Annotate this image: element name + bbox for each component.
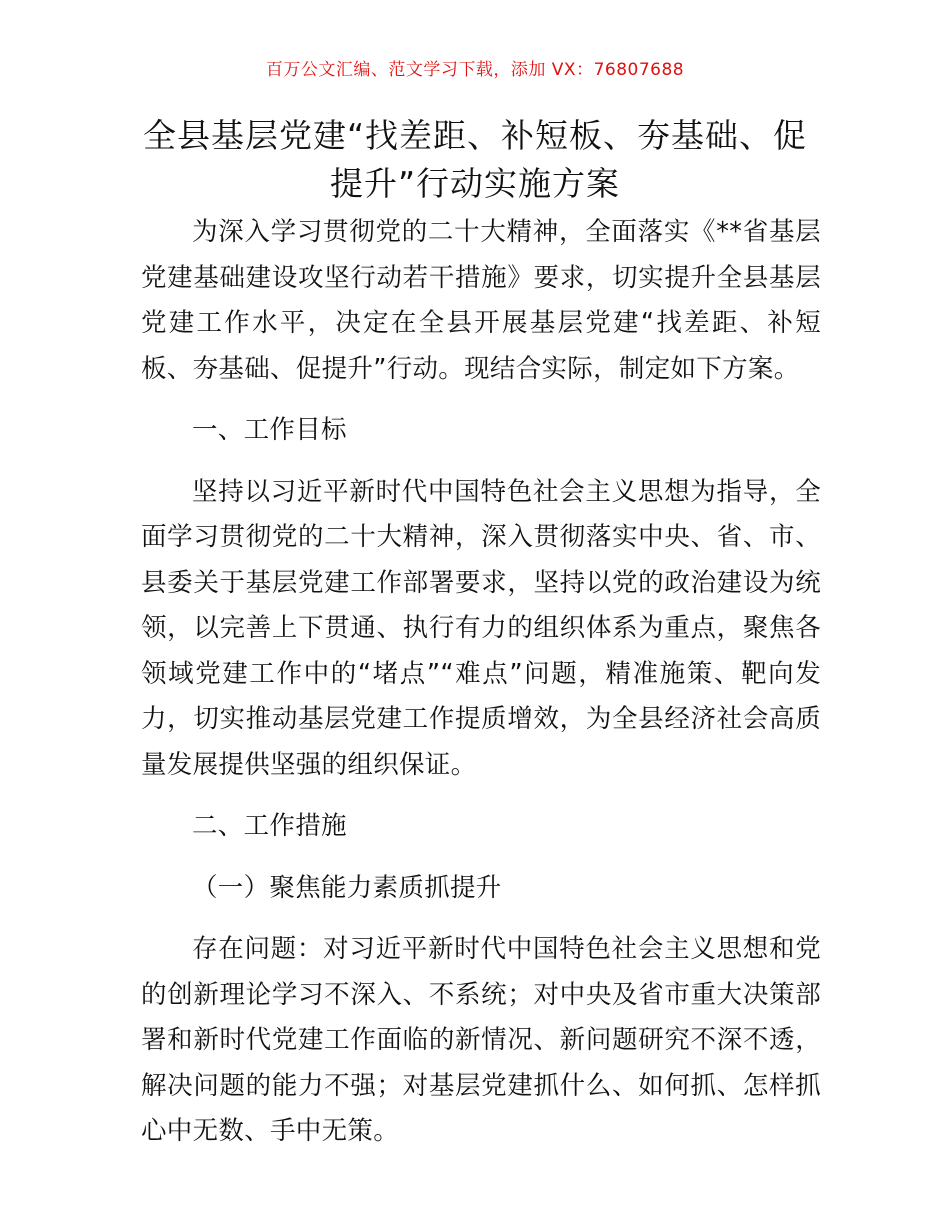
document-body bbox=[141, 210, 821, 1155]
intro-paragraph: 为深入学习贯彻党的二十大精神，全面落实《**省基层党建基础建设攻坚行动若干措施》要求，切实提升全县基层党建工作水平，决定在全县开展基层党建“找差距、补短板、夯基础、促提升”行动。现结合实际，制定如下方案。 bbox=[141, 217, 821, 384]
section-1-paragraph: 坚持以习近平新时代中国特色社会主义思想为指导，全面学习贯彻党的二十大精神，深入贯彻落实中央、省、市、县委关于基层党建工作部署要求，坚持以党的政治建设为统领，以完善上下贯通、执行有力的组织体系为重点，聚焦各领域党建工作中的“堵点”“难点”问题，精准施策、靶向发力，切实推动基层党建工作提质增效，为全县经济社会高质量发展提供坚强的组织保证。 bbox=[141, 476, 821, 780]
spacer bbox=[141, 788, 821, 804]
spacer bbox=[141, 850, 821, 866]
document-title-line-1: 全县基层党建“找差距、补短板、夯基础、促 bbox=[142, 116, 808, 155]
document-title-line-2: 提升”行动实施方案 bbox=[329, 164, 621, 203]
subsection-1-paragraph: 存在问题：对习近平新时代中国特色社会主义思想和党的创新理论学习不深入、不系统；对中央及省市重大决策部署和新时代党建工作面临的新情况、新问题研究不深不透，解决问题的能力不强；对基层党建抓什么、如何抓、怎样抓心中无数、手中无策。 bbox=[141, 934, 821, 1146]
spacer bbox=[141, 392, 821, 408]
subsection-1-heading: （一）聚焦能力素质抓提升 bbox=[192, 872, 502, 903]
spacer bbox=[141, 454, 821, 470]
section-1-heading: 一、工作目标 bbox=[192, 415, 347, 445]
header-banner: 百万公文汇编、范文学习下载，添加 VX：76807688 bbox=[265, 60, 685, 80]
spacer bbox=[141, 911, 821, 927]
section-2-heading: 二、工作措施 bbox=[192, 811, 347, 841]
document-title bbox=[130, 112, 820, 208]
